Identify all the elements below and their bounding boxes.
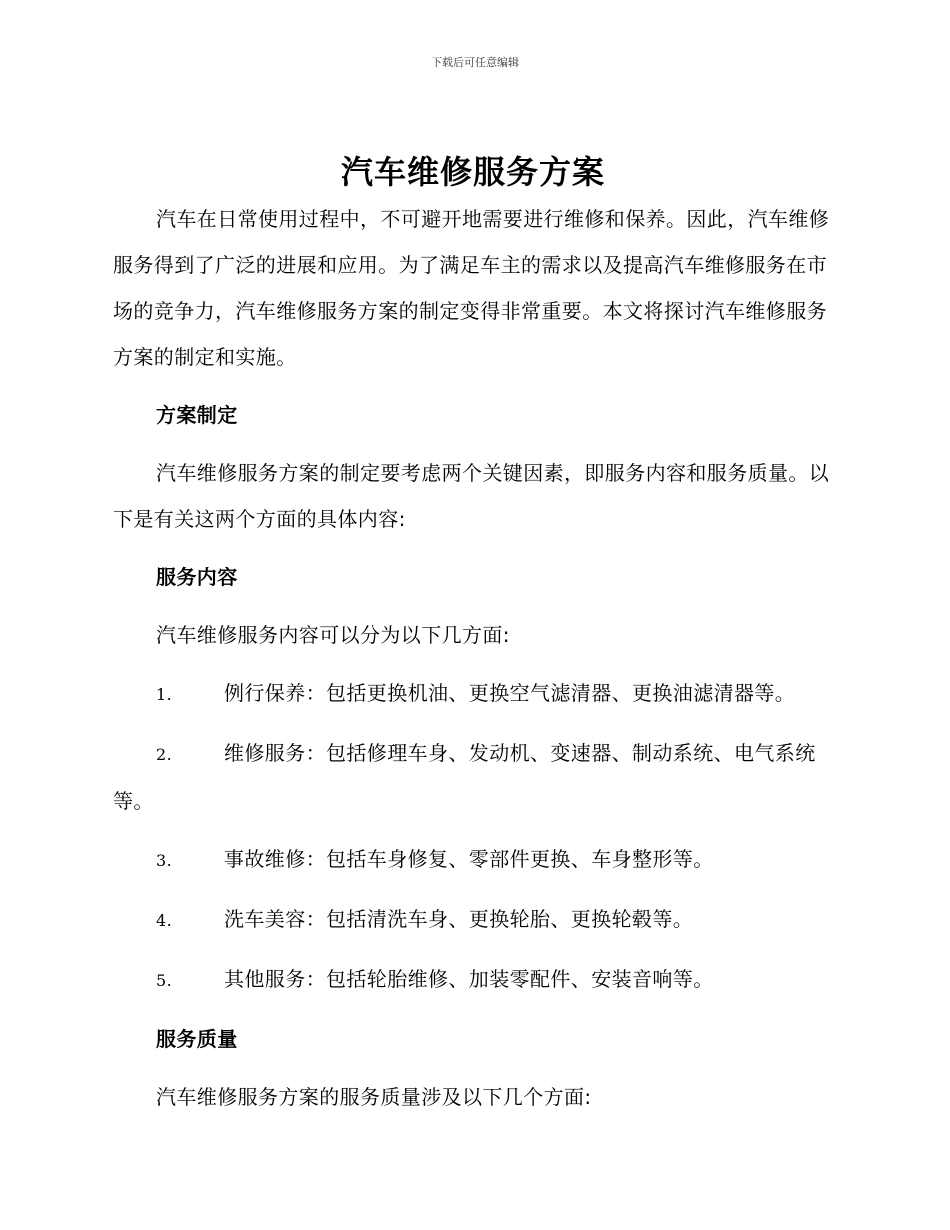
list-item-number: 2. [156, 745, 173, 764]
section-content-paragraph: 汽车维修服务内容可以分为以下几方面: [156, 623, 510, 647]
list-item-text: 其他服务：包括轮胎维修、加装零配件、安装音响等。 [224, 967, 714, 991]
list-item-text: 事故维修：包括车身修复、零部件更换、车身整形等。 [224, 847, 714, 871]
section-quality-paragraph: 汽车维修服务方案的服务质量涉及以下几个方面: [156, 1085, 592, 1109]
list-item [113, 896, 833, 944]
list-item-number: 3. [156, 851, 173, 870]
intro-paragraph: 汽车在日常使用过程中，不可避开地需要进行维修和保养。因此，汽车维修服务得到了广泛的进展和应用。为了满足车主的需求以及提高汽车维修服务在市场的竞争力，汽车维修服务方案的制定变得非常重要。本文将探讨汽车维修服务方案的制定和实施。 [113, 207, 830, 369]
list-item-text: 洗车美容：包括清洗车身、更换轮胎、更换轮毂等。 [224, 907, 694, 931]
section-heading-quality: 服务质量 [156, 1027, 238, 1051]
list-item-text: 维修服务：包括修理车身、发动机、变速器、制动系统、电气系统等。 [113, 741, 816, 813]
list-item-text: 例行保养：包括更换机油、更换空气滤清器、更换油滤清器等。 [224, 681, 796, 705]
list-item [113, 670, 833, 718]
list-item-number: 5. [156, 971, 173, 990]
list-item-number: 1. [156, 685, 173, 704]
document-title: 汽车维修服务方案 [340, 153, 605, 191]
list-item-number: 4. [156, 911, 173, 930]
section-heading-content: 服务内容 [156, 565, 238, 589]
section-heading-plan: 方案制定 [156, 403, 238, 427]
document-body [113, 148, 833, 1120]
section-plan-paragraph: 汽车维修服务方案的制定要考虑两个关键因素，即服务内容和服务质量。以下是有关这两个方面的具体内容: [113, 461, 830, 531]
header-note: 下载后可任意编辑 [431, 56, 519, 69]
list-item [113, 730, 833, 824]
list-item [113, 836, 833, 884]
list-item [113, 956, 833, 1004]
